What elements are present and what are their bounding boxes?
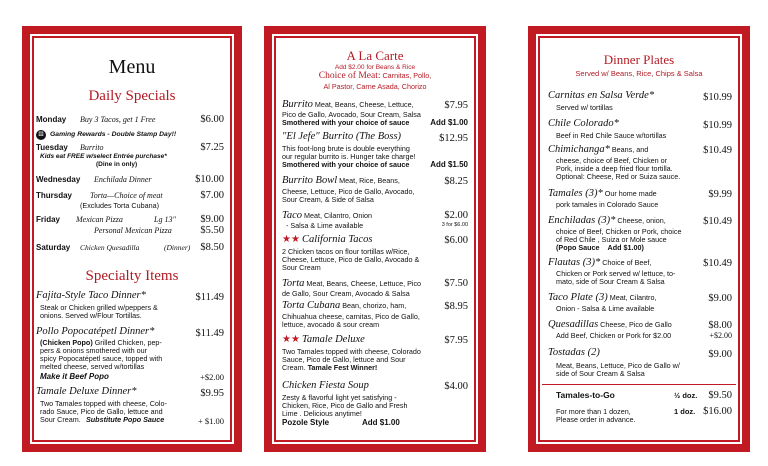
- cubana-desc2: Chihuahua cheese, carnitas, Pico de Gallo,: [282, 312, 420, 321]
- burrito-price: $7.95: [444, 100, 468, 111]
- chimi-desc3: Optional: Cheese, Red or Suiza sauce.: [556, 172, 681, 181]
- wednesday-item: Enchilada Dinner: [94, 175, 152, 184]
- menu-panel-left: [22, 26, 242, 452]
- bowl-desc2: Cheese, Lettuce, Pico de Gallo, Avocado,: [282, 187, 415, 196]
- divider: [542, 384, 736, 385]
- half-dozen-label: ½ doz.: [674, 391, 698, 400]
- torta-desc: Meat, Beans, Cheese, Lettuce, Pico: [306, 279, 422, 288]
- cubana-price: $8.95: [444, 301, 468, 312]
- el-jefe-name: "El Jefe" Burrito (The Boss): [282, 131, 402, 142]
- star-icon: ★: [282, 334, 291, 345]
- pollo-desc1: (Chicken Popo): [40, 338, 93, 347]
- beef-popo: Make it Beef Popo: [40, 372, 109, 381]
- torta-desc2: de Gallo, Sour Cream, Avocado & Salsa: [282, 289, 410, 298]
- fajita-desc2: onions. Served w/Flour Tortillas.: [40, 311, 142, 320]
- dinner-plates-title: Dinner Plates: [603, 52, 675, 67]
- tamale-dinner-name: Tamale Deluxe Dinner*: [36, 386, 137, 397]
- friday-price1: $9.00: [200, 214, 224, 225]
- friday-item1: Mexican Pizza: [76, 215, 123, 224]
- california-name: California Tacos: [301, 234, 373, 245]
- pollo-name: Pollo Popocatépetl Dinner*: [36, 326, 155, 337]
- dice-icon: ⚄: [36, 130, 46, 140]
- tamale-dinner-price: $9.95: [200, 388, 224, 399]
- togo-desc1: For more than 1 dozen,: [556, 407, 631, 416]
- quesadillas-price: $8.00: [708, 320, 732, 331]
- enchiladas-name: Enchiladas (3)*: [548, 215, 616, 226]
- dozen-price: $16.00: [703, 406, 732, 417]
- tamale-deluxe-name: Tamale Deluxe: [301, 334, 365, 345]
- tamales-to-go-name: Tamales-to-Go: [556, 390, 615, 400]
- dine-in-only: (Dine in only): [96, 161, 138, 168]
- kids-eat-free: Kids eat FREE w/select Entrée purchase*: [40, 153, 167, 160]
- colorado-price: $10.99: [703, 120, 732, 131]
- cubana-name: Torta Cubana: [282, 300, 341, 311]
- monday-desc: Buy 3 Tacos, get 1 Free: [80, 115, 156, 124]
- colorado-name: Chile Colorado*: [548, 118, 619, 129]
- substitute-popo: Substitute Popo Sauce: [86, 415, 165, 424]
- tamales-desc1: pork tamales in Colorado Sauce: [556, 200, 659, 209]
- pozole-style: Pozole Style: [282, 418, 330, 427]
- cubana-desc: Bean, chorizo, ham,: [342, 301, 407, 310]
- star-icon: ★: [290, 234, 300, 245]
- tamales-name: Tamales (3)*: [548, 188, 603, 199]
- flautas-price: $10.49: [703, 258, 732, 269]
- pollo-desc1b: Grilled Chicken, pep-: [92, 338, 162, 347]
- thursday-item: Torta—Choice of meat: [90, 191, 163, 200]
- gaming-rewards: Gaming Rewards - Double Stamp Day!!: [50, 131, 177, 138]
- flautas-desc2: mato, side of Sour Cream & Salsa: [556, 277, 665, 286]
- quesadillas-add: +$2.00: [709, 331, 732, 340]
- quesadillas-desc: Cheese, Pico de Gallo: [600, 320, 672, 329]
- enchiladas-price: $10.49: [703, 216, 732, 227]
- togo-desc2: Please order in advance.: [556, 415, 636, 424]
- beef-popo-price: +$2.00: [200, 372, 224, 382]
- soup-desc1: Zesty & flavorful light yet satisfying -: [282, 393, 397, 402]
- choice-label: Choice of Meat:: [318, 71, 381, 81]
- taco-plate-desc1: Onion - Salsa & Lime available: [556, 304, 655, 313]
- saturday-item: Chicken Quesadilla: [80, 243, 140, 252]
- fajita-name: Fajita-Style Taco Dinner*: [36, 290, 146, 301]
- wednesday-price: $10.00: [195, 174, 224, 185]
- taco-desc2: - Salsa & Lime available: [286, 221, 364, 230]
- tamale-deluxe-desc1: Two Tamales topped with cheese, Colorado: [282, 347, 421, 356]
- day-saturday: Saturday: [36, 243, 71, 252]
- enchiladas-desc1: choice of Beef, Chicken or Pork, choice: [556, 227, 682, 236]
- tamale-fest-winner: Tamale Fest Winner!: [307, 363, 378, 372]
- enchiladas-desc: Cheese, onion,: [617, 216, 666, 225]
- tamale-deluxe-price: $7.95: [444, 335, 468, 346]
- california-desc1: 2 Chicken tacos on flour tortillas w/Rice,: [282, 247, 410, 256]
- tamale-deluxe-desc3: Cream.: [282, 363, 306, 372]
- flautas-desc: Choice of Beef,: [602, 258, 652, 267]
- taco-plate-desc: Meat, Cilantro,: [609, 293, 657, 302]
- pollo-desc3: spicy Popocatépetl sauce, topped with: [40, 354, 163, 363]
- pozole-add: Add $1.00: [362, 418, 400, 427]
- colorado-desc: Beef in Red Chile Sauce w/tortillas: [556, 131, 667, 140]
- enchiladas-popo: (Popo Sauce: [556, 243, 600, 252]
- bowl-desc: Meat, Rice, Beans,: [339, 176, 400, 185]
- bowl-price: $8.25: [444, 176, 468, 187]
- carnitas-price: $10.99: [703, 92, 732, 103]
- friday-price2: $5.50: [200, 225, 224, 236]
- add-beans-rice: Add $2.00 for Beans & Rice: [334, 64, 416, 71]
- flautas-name: Flautas (3)*: [548, 257, 601, 268]
- tostadas-price: $9.00: [708, 349, 732, 360]
- torta-price: $7.50: [444, 278, 468, 289]
- day-friday: Friday: [36, 215, 61, 224]
- carnitas-name: Carnitas en Salsa Verde*: [548, 90, 655, 101]
- tamale-dinner-desc1: Two Tamales topped with cheese, Colo-: [40, 399, 167, 408]
- tuesday-price: $7.25: [200, 142, 224, 153]
- substitute-popo-price: + $1.00: [197, 416, 224, 426]
- menu-title: Menu: [108, 56, 156, 78]
- pollo-price: $11.49: [195, 328, 224, 339]
- half-dozen-price: $9.50: [708, 390, 732, 401]
- daily-specials-title: Daily Specials: [88, 88, 176, 104]
- chimi-desc: Beans, and: [611, 145, 649, 154]
- burrito-sauce: Smothered with your choice of sauce: [282, 118, 410, 127]
- dozen-label: 1 doz.: [674, 407, 696, 416]
- chimi-desc2: Pork, inside a deep fried flour tortilla.: [556, 164, 673, 173]
- chimi-desc1: cheese, choice of Beef, Chicken or: [556, 156, 668, 165]
- tamale-dinner-desc2: rado Sauce, Pico de Gallo, lettuce and: [40, 407, 163, 416]
- taco-deal: 3 for $6.00: [441, 222, 468, 228]
- star-icon: ★: [282, 234, 291, 245]
- day-tuesday: Tuesday: [36, 143, 68, 152]
- california-price: $6.00: [444, 235, 468, 246]
- tostadas-name: Tostadas (2): [548, 347, 600, 358]
- tostadas-desc2: side of Sour Cream & Salsa: [556, 369, 645, 378]
- choice-meats-1: Carnitas, Pollo,: [382, 71, 432, 80]
- menu-panel-middle: [264, 26, 486, 452]
- day-wednesday: Wednesday: [36, 175, 81, 184]
- dinner-plates-subtitle: Served w/ Beans, Rice, Chips & Salsa: [575, 69, 703, 78]
- tuesday-item: Burrito: [80, 143, 104, 152]
- enchiladas-popo-add: Add $1.00): [607, 243, 644, 252]
- el-jefe-desc1: This foot-long brute is double everything: [282, 144, 410, 153]
- pollo-desc4: melted cheese, served w/tortillas: [40, 362, 145, 371]
- enchiladas-desc2: of Red Chile , Suiza or Mole sauce: [556, 235, 667, 244]
- tamale-dinner-desc3: Sour Cream.: [40, 415, 81, 424]
- soup-name: Chicken Fiesta Soup: [282, 380, 369, 391]
- tamales-desc: Our home made: [604, 189, 657, 198]
- day-monday: Monday: [36, 115, 67, 124]
- soup-desc2: Chicken, Rice, Pico de Gallo and Fresh: [282, 401, 408, 410]
- california-desc3: Sour Cream: [282, 263, 321, 272]
- quesadillas-desc1: Add Beef, Chicken or Pork for $2.00: [556, 331, 672, 340]
- thursday-price: $7.00: [200, 190, 224, 201]
- friday-size1: Lg 13": [154, 215, 176, 224]
- cubana-desc3: lettuce, avocado & sour cream: [282, 320, 380, 329]
- saturday-price: $8.50: [200, 242, 224, 253]
- burrito-add: Add $1.00: [430, 118, 468, 127]
- tostadas-desc1: Meat, Beans, Lettuce, Pico de Gallo w/: [556, 361, 680, 370]
- taco-name: Taco: [282, 210, 303, 221]
- taco-desc: Meat, Cilantro, Onion: [304, 211, 372, 220]
- star-icon: ★: [290, 334, 300, 345]
- pollo-desc2: pers & onions smothered with our: [40, 346, 148, 355]
- quesadillas-name: Quesadillas: [548, 319, 599, 330]
- a-la-carte-title: A La Carte: [346, 48, 404, 63]
- burrito-desc: Meat, Beans, Cheese, Lettuce,: [314, 100, 414, 109]
- fajita-price: $11.49: [195, 292, 224, 303]
- chimi-price: $10.49: [703, 145, 732, 156]
- tamales-price: $9.99: [708, 189, 732, 200]
- burrito-name: Burrito: [282, 99, 313, 110]
- bowl-desc3: Sour Cream, & Side of Salsa: [282, 195, 374, 204]
- tamale-deluxe-desc2: Sauce, Pico de Gallo, lettuce and Sour: [282, 355, 406, 364]
- el-jefe-price: $12.95: [439, 133, 468, 144]
- soup-price: $4.00: [444, 381, 468, 392]
- el-jefe-sauce: Smothered with your choice of sauce: [282, 160, 410, 169]
- soup-desc3: Lime . Delicious anytime!: [282, 409, 362, 418]
- saturday-note: (Dinner): [164, 243, 191, 252]
- choice-meats-2: Al Pastor, Carne Asada, Chorizo: [323, 82, 427, 91]
- california-desc2: Cheese, Lettuce, Pico de Gallo, Avocado &: [282, 255, 420, 264]
- torta-name: Torta: [282, 278, 305, 289]
- day-thursday: Thursday: [36, 191, 73, 200]
- taco-price: $2.00: [444, 210, 468, 221]
- taco-plate-price: $9.00: [708, 293, 732, 304]
- menu-panel-right: [528, 26, 750, 452]
- el-jefe-add: Add $1.50: [430, 160, 468, 169]
- thursday-note: (Excludes Torta Cubana): [80, 201, 159, 210]
- flautas-desc1: Chicken or Pork served w/ lettuce, to-: [556, 269, 676, 278]
- specialty-items-title: Specialty Items: [85, 268, 179, 284]
- fajita-desc1: Steak or Chicken grilled w/peppers &: [40, 303, 158, 312]
- chimi-name: Chimichanga*: [548, 144, 610, 155]
- friday-item2: Personal Mexican Pizza: [94, 226, 172, 235]
- taco-plate-name: Taco Plate (3): [548, 292, 608, 303]
- carnitas-desc: Served w/ tortillas: [556, 103, 613, 112]
- burrito-desc2: Pico de Gallo, Avocado, Sour Cream, Salsa: [282, 110, 421, 119]
- el-jefe-desc2: our regular burrito is. Hunger take charge!: [282, 152, 416, 161]
- bowl-name: Burrito Bowl: [282, 175, 338, 186]
- monday-price: $6.00: [200, 114, 224, 125]
